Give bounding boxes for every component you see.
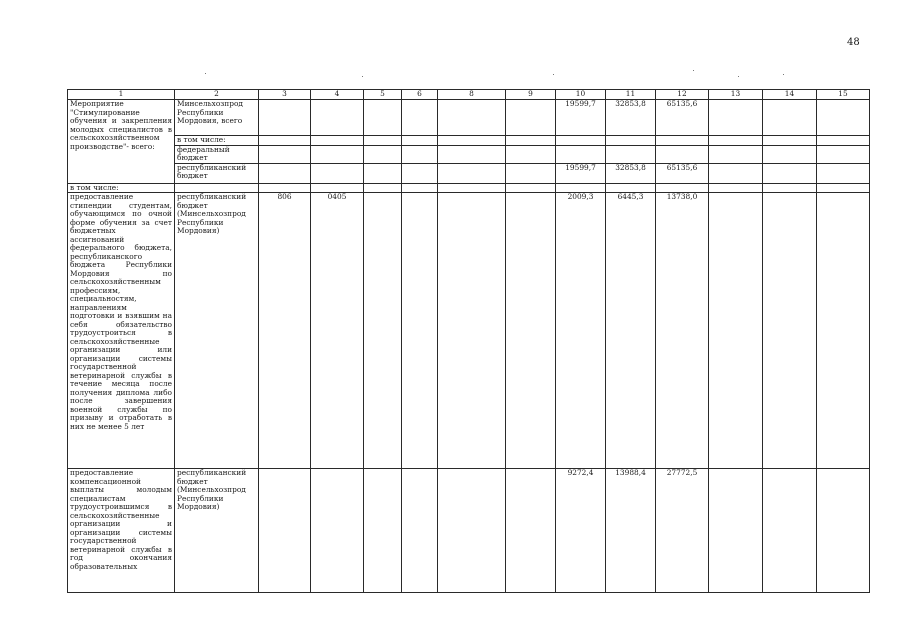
value-cell <box>656 136 709 146</box>
column-header: 8 <box>438 90 506 100</box>
program-name: Мероприятие "Стимулирование обучения и закрепления молодых специалистов в сельскохозяйственном производстве"- всего: <box>68 100 175 184</box>
source-cell: Минсельхозпрод Республики Мордовия, всего <box>175 100 259 136</box>
source-cell: республиканский бюджет (Минсельхозпрод Республики Мордовия) <box>175 193 259 469</box>
table-row <box>68 163 870 183</box>
value-cell: 13988,4 <box>606 469 656 593</box>
value-cell <box>556 145 606 163</box>
scan-speck <box>693 70 694 71</box>
table-row <box>68 100 870 136</box>
column-header: 10 <box>556 90 606 100</box>
column-header: 11 <box>606 90 656 100</box>
value-cell: 65135,6 <box>656 100 709 136</box>
table-row <box>68 183 870 193</box>
scan-speck <box>783 74 784 75</box>
value-cell: 13738,0 <box>656 193 709 469</box>
value-cell: 27772,5 <box>656 469 709 593</box>
scan-speck <box>362 76 363 77</box>
column-header: 1 <box>68 90 175 100</box>
value-cell <box>606 136 656 146</box>
column-header: 9 <box>506 90 556 100</box>
code-cell: 806 <box>259 193 311 469</box>
value-cell: 9272,4 <box>556 469 606 593</box>
source-cell: республиканский бюджет (Минсельхозпрод Республики Мордовия) <box>175 469 259 593</box>
value-cell: 19599,7 <box>556 100 606 136</box>
item-name: предоставление компенсационной выплаты молодым специалистам трудоустроившимся в сельскохозяйственные организации и организации системы государственной ветеринарной службы в год окончания образовательных <box>68 469 175 593</box>
value-cell: 2009,3 <box>556 193 606 469</box>
table-row <box>68 145 870 163</box>
budget-table <box>67 89 870 593</box>
column-header: 13 <box>709 90 763 100</box>
source-cell: федеральный бюджет <box>175 145 259 163</box>
value-cell: 19599,7 <box>556 163 606 183</box>
value-cell: 65135,6 <box>656 163 709 183</box>
value-cell <box>656 145 709 163</box>
value-cell: 32853,8 <box>606 163 656 183</box>
table-row <box>68 193 870 469</box>
source-cell: в том числе: <box>175 136 259 146</box>
item-name: предоставление стипендии студентам, обучающимся по очной форме обучения за счет бюджетных ассигнований федерального бюджета, республиканского бюджета Республики Мордовия по сельскохозяйственным профессиям, специальностям, направлениям подготовки и взявшим на себя обязательство трудоустроиться в сельскохозяйственные организации или организации системы государственной ветеринарной службы в течение месяца после получения диплома либо после завершения военной службы по призыву и отработать в них не менее 5 лет <box>68 193 175 469</box>
value-cell <box>556 136 606 146</box>
column-header: 4 <box>311 90 364 100</box>
column-header: 6 <box>402 90 438 100</box>
page-number: 48 <box>847 37 860 48</box>
value-cell: 6445,3 <box>606 193 656 469</box>
table-row <box>68 469 870 593</box>
scan-speck <box>553 74 554 75</box>
column-header: 15 <box>817 90 870 100</box>
scan-speck <box>205 73 206 74</box>
code-cell: 0405 <box>311 193 364 469</box>
column-header: 12 <box>656 90 709 100</box>
column-header: 14 <box>763 90 817 100</box>
scan-speck <box>738 76 739 77</box>
source-cell: республиканский бюджет <box>175 163 259 183</box>
column-header: 3 <box>259 90 311 100</box>
including-label: в том числе: <box>68 183 175 193</box>
column-header: 5 <box>364 90 402 100</box>
column-header: 2 <box>175 90 259 100</box>
table-row <box>68 136 870 146</box>
value-cell: 32853,8 <box>606 100 656 136</box>
value-cell <box>606 145 656 163</box>
header-row <box>68 90 870 100</box>
